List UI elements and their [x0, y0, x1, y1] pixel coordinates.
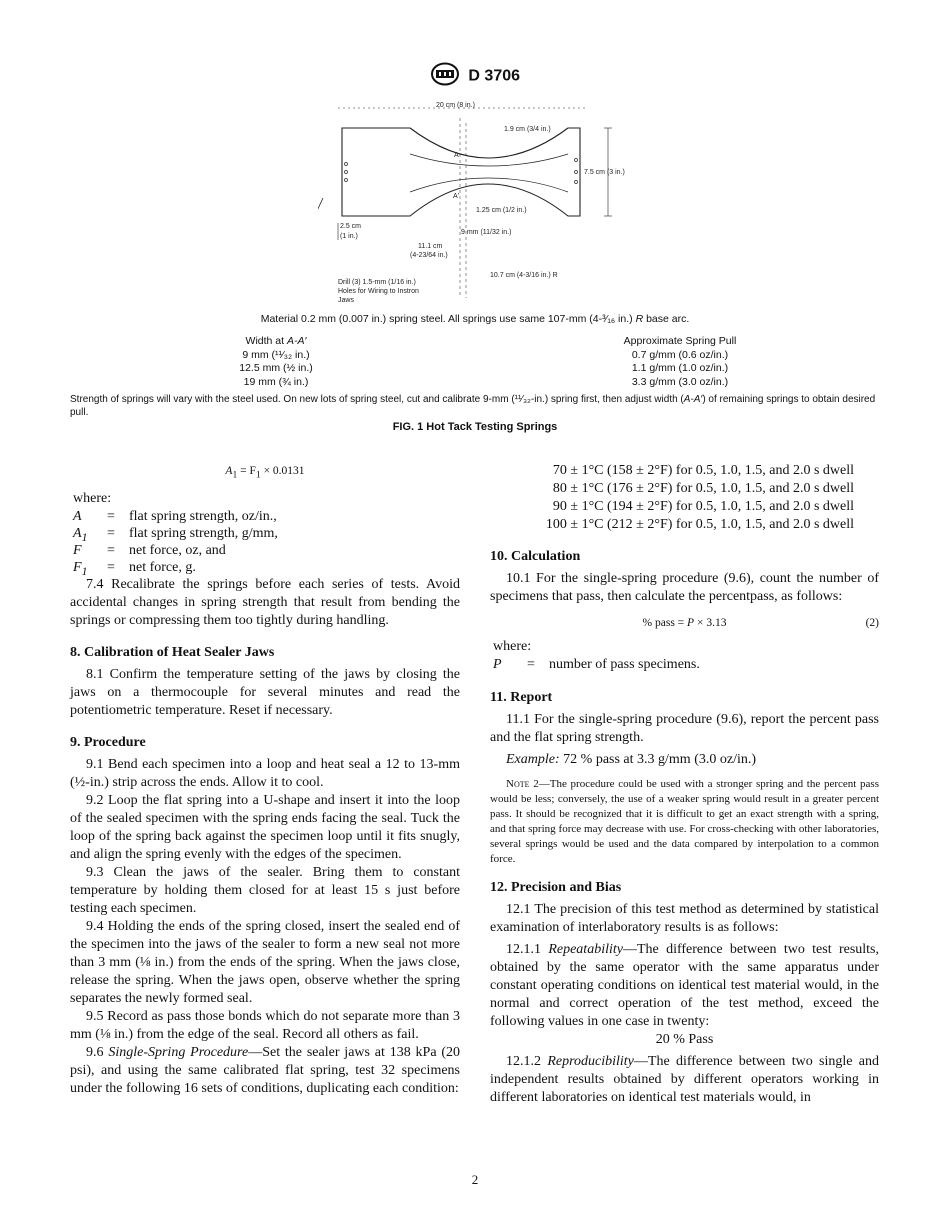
pull-table-column: [590, 335, 770, 389]
paragraph-10-1: 10.1 For the single-spring procedure (9.6), count the number of specimens that pass, then calculate the percentpass, as follows:: [490, 571, 879, 604]
pass-value: 20 % Pass: [655, 1032, 714, 1047]
page-header: [0, 62, 950, 91]
pull-row: 3.3 g/mm (3.0 oz/in.): [631, 375, 729, 388]
spring-diagram: [318, 98, 640, 310]
heading-section-10: 10. Calculation: [490, 549, 581, 564]
width-header: Width at A-A′: [245, 335, 307, 347]
paragraph-9-6: 9.6 Single-Spring Procedure—Set the sealer jaws at 138 kPa (20 psi), and using the same calibrated flat spring, test 32 specimens under the following 16 sets of conditions, duplicating each condition:: [70, 1045, 461, 1096]
width-row: 19 mm (¾ in.): [243, 375, 309, 388]
heading-section-12: 12. Precision and Bias: [490, 880, 622, 895]
pull-row: 0.7 g/mm (0.6 oz/in.): [631, 348, 729, 361]
spring-outline: [342, 128, 580, 216]
dim-end-width-2: (1 in.): [340, 233, 358, 240]
paragraph-12-1-1: 12.1.1 Repeatability—The difference between two test results, obtained by the same operator with the same apparatus under constant operating conditions on identical test material would, in the normal and correct operation of the test method, exceed the following values in one case in twenty:: [490, 942, 879, 1029]
section-a-prime-label: A': [453, 193, 460, 200]
dim-radius: 10.7 cm (4-3/16 in.) R: [490, 272, 558, 279]
paragraph-9-5: 9.5 Record as pass those bonds which do not separate more than 3 mm (⅛ in.) from the edge of the seal. Record all others as fail.: [70, 1009, 460, 1042]
paragraph-9-3: 9.3 Clean the jaws of the sealer. Bring them to constant temperature by holding them closed for at least 15 s just before testing each specimen.: [70, 865, 460, 916]
dim-end-width-1: 2.5 cm: [340, 223, 362, 230]
width-row: 12.5 mm (½ in.): [239, 362, 313, 374]
definition-row: $A_1$ = flat spring strength, g/mm,: [73, 526, 278, 544]
paragraph-11-1: 11.1 For the single-spring procedure (9.6), report the percent pass and the flat spring strength.: [490, 712, 879, 745]
width-table-column: [196, 335, 356, 389]
pull-header: Approximate Spring Pull: [623, 335, 737, 347]
equation-number: (2): [865, 617, 879, 629]
definitions-list: [70, 508, 460, 576]
astm-logo-icon: [430, 62, 460, 91]
paragraph-7-4: 7.4 Recalibrate the springs before each series of tests. Avoid accidental changes in spring strength that result from bending the springs or compressing them too tightly during handling.: [70, 577, 460, 628]
dim-center-1: 11.1 cm: [418, 243, 443, 250]
condition-row: 70 ± 1°C (158 ± 2°F) for 0.5, 1.0, 1.5, and 2.0 s dwell: [552, 463, 854, 478]
example-line: Example: 72 % pass at 3.3 g/mm (3.0 oz/in.): [506, 752, 757, 767]
paragraph-9-4: 9.4 Holding the ends of the spring closed, insert the sealed end of the specimen into the jaws of the sealer to form a new seal not more than 3 mm (⅛ in.) from the ends of the spring. When the jaws close, release the spring. When the jaws open, observe whether the spring separates the newly formed seal.: [70, 919, 460, 1006]
definition-row: $F_1$ = net force, g.: [73, 560, 196, 578]
dim-neck-width: 1.25 cm (1/2 in.): [476, 207, 527, 214]
width-row: 9 mm (¹¹⁄₃₂ in.): [242, 348, 310, 361]
figure-strength-note: Strength of springs will vary with the steel used. On new lots of spring steel, cut and calibrate 9-mm (¹¹⁄₃₂-in.) spring first, then adjust width (A-A′) of remaining springs to obtain desired pull.: [70, 394, 876, 418]
dim-inner-width: 1.9 cm (3/4 in.): [504, 126, 551, 133]
dim-height: 7.5 cm (3 in.): [584, 169, 625, 176]
equation-1: $A_1 = F_1 \times 0.0131$: [225, 465, 305, 481]
document-designation: D 3706: [468, 67, 521, 85]
section-a-label: A: [454, 152, 459, 159]
note-2: Note 2—The procedure could be used with a stronger spring and the percent pass would be less; conversely, the use of a weaker spring would result in a greater percent pass. It should be recognized that it is difficult to get an exact strength with a spring, and that spring force may decrease with use. For cross-checking with other laboratories, several springs would be used and the data compared by interpolation to a common force.: [490, 778, 879, 865]
definition-row: F = net force, oz, and: [73, 543, 226, 558]
pull-row: 1.1 g/mm (1.0 oz/in.): [631, 362, 729, 374]
figure-material-note: Material 0.2 mm (0.007 in.) spring steel. All springs use same 107-mm (4-³⁄₁₆ in.) R base arc.: [260, 313, 690, 325]
right-column: [490, 462, 879, 1107]
heading-section-9: 9. Procedure: [70, 735, 146, 750]
drill-note-1: Drill (3) 1.5-mm (1/16 in.): [338, 279, 416, 286]
heading-section-11: 11. Report: [490, 690, 553, 705]
dim-overall-width: 20 cm (8 in.): [436, 102, 475, 109]
dim-center-2: (4-23/64 in.): [410, 252, 448, 259]
definitions-list: [490, 656, 879, 673]
condition-row: 90 ± 1°C (194 ± 2°F) for 0.5, 1.0, 1.5, and 2.0 s dwell: [552, 499, 854, 514]
condition-row: 80 ± 1°C (176 ± 2°F) for 0.5, 1.0, 1.5, and 2.0 s dwell: [552, 481, 854, 496]
where-label: where:: [493, 639, 532, 654]
where-label: where:: [73, 491, 112, 506]
equation-2: % pass = P × 3.13 (2): [490, 614, 879, 636]
heading-section-8: 8. Calibration of Heat Sealer Jaws: [70, 645, 275, 660]
paragraph-9-2: 9.2 Loop the flat spring into a U-shape and insert it into the loop of the sealed specimen with the spring ends facing the seal. Tuck the loop of the spring back against the specimen loop until it fits snugly, and align the spring evenly with the edges of the specimen.: [70, 793, 460, 862]
dim-gap: 9 mm (11/32 in.): [461, 229, 512, 236]
definition-row: A = flat spring strength, oz/in.,: [73, 509, 277, 524]
definition-row: P = number of pass specimens.: [493, 657, 700, 672]
left-column: [70, 462, 460, 1098]
drill-note-3: Jaws: [338, 297, 354, 304]
paragraph-9-1: 9.1 Bend each specimen into a loop and heat seal a 12 to 13-mm (½-in.) strip across the ends. Allow it to cool.: [70, 757, 460, 790]
drill-note-2: Holes for Wiring to Instron: [338, 288, 419, 295]
figure-caption: FIG. 1 Hot Tack Testing Springs: [392, 421, 558, 433]
paragraph-8-1: 8.1 Confirm the temperature setting of the jaws by closing the jaws on a thermocouple for several minutes and read the potentiometric temperature. Reset if necessary.: [70, 667, 460, 718]
page-number: 2: [471, 1172, 479, 1187]
paragraph-12-1-2: 12.1.2 Reproducibility—The difference between two single and independent results obtained by different operators working in different laboratories on identical test materials would, in: [490, 1054, 879, 1105]
condition-row: 100 ± 1°C (212 ± 2°F) for 0.5, 1.0, 1.5, and 2.0 s dwell: [545, 517, 854, 532]
paragraph-12-1: 12.1 The precision of this test method as determined by statistical examination of interlaboratory results is as follows:: [490, 902, 879, 935]
